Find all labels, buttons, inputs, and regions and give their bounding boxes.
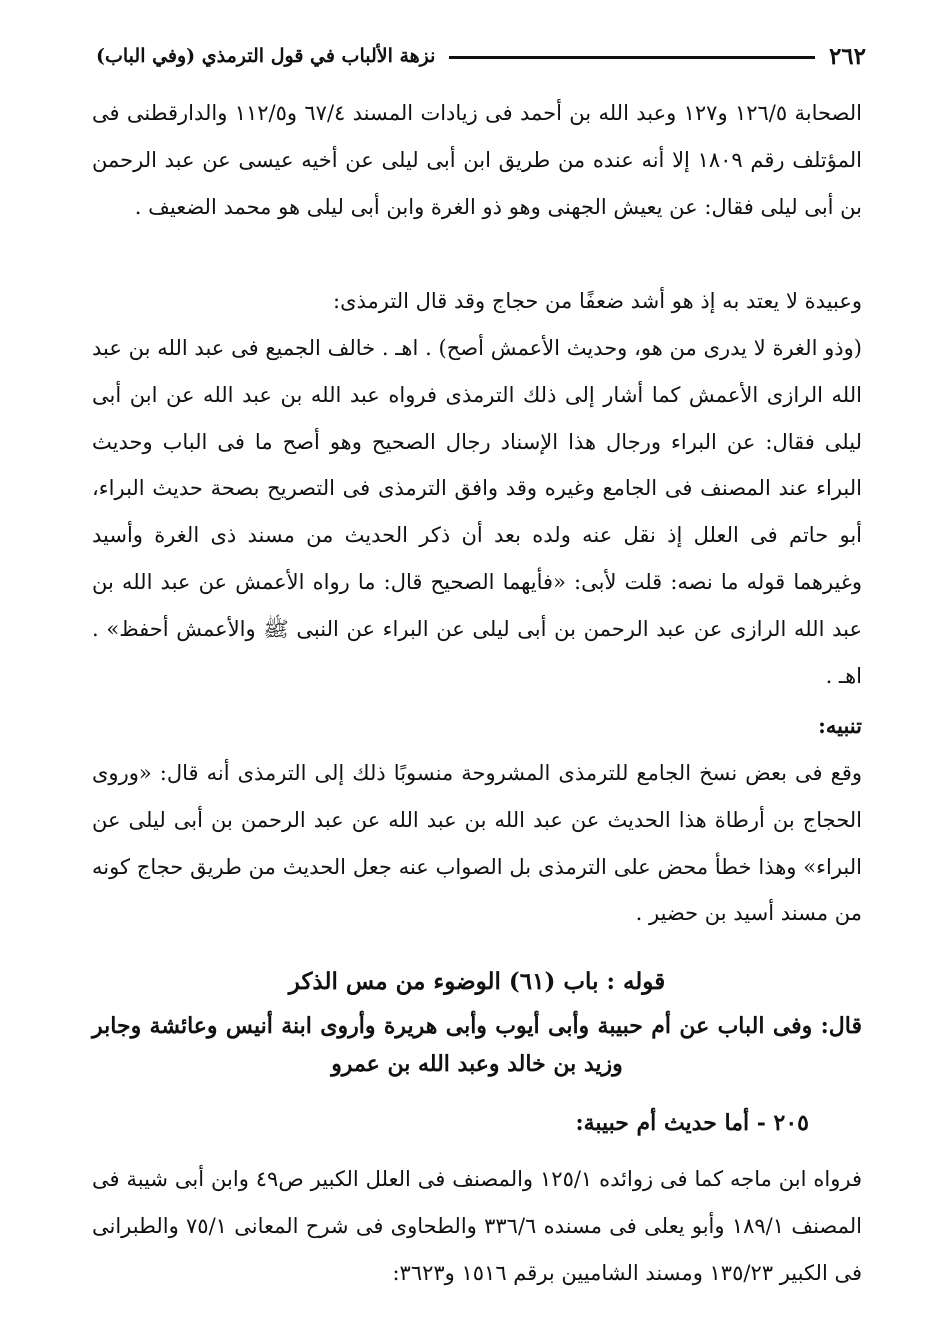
header-rule	[449, 56, 814, 59]
running-header	[96, 36, 866, 76]
running-title: نزهة الألباب في قول الترمذي (وفي الباب)	[96, 45, 436, 67]
paragraph-umm-habibah: فرواه ابن ماجه كما فى زوائده ١٢٥/١ والمصنف فى العلل الكبير ص٤٩ وابن أبى شيبة فى المصنف ١٨٩/١ وأبو يعلى فى مسنده ٣٣٦/٦ والطحاوى فى شرح المعانى ٧٥/١ والطبرانى فى الكبير ١٣٥/٢٣ ومسند الشاميين برقم ١٥١٦ و٣٦٢٣:	[92, 1167, 862, 1285]
paragraph-note: وقع فى بعض نسخ الجامع للترمذى المشروحة منسوبًا ذلك إلى الترمذى أنه قال: «وروى الحجاج بن أرطاة هذا الحديث عن عبد الله بن عبد الله عن عبد الرحمن بن أبى ليلى عن البراء» وهذا خطأ محض على الترمذى بل الصواب عنه جعل الحديث من طريق حجاج كونه من مسند أسيد بن حضير .	[92, 761, 863, 926]
page-number: ٢٦٢	[828, 42, 866, 70]
note-heading: تنبيه:	[818, 713, 862, 738]
paragraph-sources: الصحابة ١٢٦/٥ و١٢٧ وعبد الله بن أحمد فى زيادات المسند ٦٧/٤ و١١٢/٥ والدارقطنى فى المؤتلف رقم ١٨٠٩ إلا أنه عنده من طريق ابن أبى ليلى عن أخيه عيسى عن عبد الرحمن بن أبى ليلى فقال: عن يعيش الجهنى وهو ذو الغرة وابن أبى ليلى هو محمد الضعيف .	[92, 101, 862, 219]
chapter-heading: قوله : باب (٦١) الوضوء من مس الذكر	[288, 968, 666, 995]
section-heading: ٢٠٥ - أما حديث أم حبيبة:	[575, 1110, 809, 1136]
chapter-quote: قال: وفى الباب عن أم حبيبة وأبى أيوب وأبى هريرة وأروى ابنة أنيس وعائشة وجابر وزيد بن خالد وعبد الله بن عمرو	[92, 1013, 862, 1077]
paragraph-tirmidhi-quote: (وذو الغرة لا يدرى من هو، وحديث الأعمش أصح) . اهـ . خالف الجميع فى عبد الله بن عبد الله الرازى الأعمش كما أشار إلى ذلك الترمذى فرواه عبد الله بن عبد الله عن ابن أبى ليلى فقال: عن البراء ورجال هذا الإسناد رجال الصحيح وهو أصح ما فى الباب وحديث البراء عند المصنف فى الجامع وغيره وقد وافق الترمذى فى التصريح بصحة حديث البراء، أبو حاتم فى العلل إذ نقل عنه ولده بعد أن ذكر الحديث من مسند ذى الغرة وأسيد وغيرهما قوله ما نصه: قلت لأبى: «فأيهما الصحيح قال: ما رواه الأعمش عن عبد الله بن عبد الله الرازى عن عبد الرحمن بن أبى ليلى عن البراء عن النبى ﷺ والأعمش أحفظ» . اهـ .	[92, 336, 862, 688]
paragraph-ubaydah: وعبيدة لا يعتد به إذ هو أشد ضعفًا من حجاج وقد قال الترمذى:	[333, 289, 862, 313]
